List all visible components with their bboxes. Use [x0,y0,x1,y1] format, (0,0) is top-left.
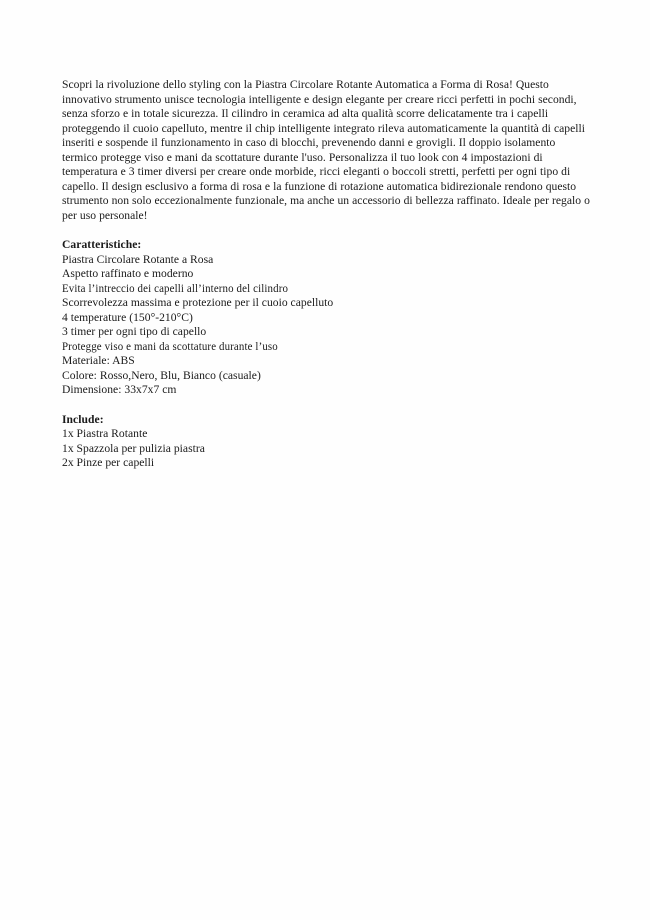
feature-line: Scorrevolezza massima e protezione per il cuoio capelluto [62,296,334,310]
feature-line: 3 timer per ogni tipo di capello [62,325,207,339]
document-text-block [62,78,590,471]
include-list [62,427,590,471]
features-heading: Caratteristiche: [62,238,142,252]
feature-line: Evita l’intreccio dei capelli all’interno del cilindro [62,281,289,295]
feature-line: Colore: Rosso,Nero, Blu, Bianco (casuale) [62,368,261,382]
section-spacer [62,398,590,413]
feature-line: 4 temperature (150°-210°C) [62,310,193,324]
feature-line: Materiale: ABS [62,354,135,368]
features-list [62,253,590,398]
feature-line: Protegge viso e mani da scottature durante l’uso [62,339,278,353]
paragraph-spacer [62,223,590,238]
include-line: 1x Piastra Rotante [62,427,148,441]
feature-line: Piastra Circolare Rotante a Rosa [62,252,214,266]
include-line: 1x Spazzola per pulizia piastra [62,441,205,455]
feature-line: Aspetto raffinato e moderno [62,267,194,281]
intro-paragraph: Scopri la rivoluzione dello styling con la Piastra Circolare Rotante Automatica a Forma di Rosa! Questo innovativo strumento unisce tecnologia intelligente e design elegante per creare ricci perfetti in pochi secondi, senza sforzo e in totale sicurezza. Il cilindro in ceramica ad alta qualità scorre delicatamente tra i capelli proteggendo il cuoio capelluto, mentre il chip intelligente integrato rileva automaticamente la quantità di capelli inseriti e sospende il funzionamento in caso di blocchi, prevenendo danni e grovigli. Il doppio isolamento termico protegge viso e mani da scottature durante l'uso. Personalizza il tuo look con 4 impostazioni di temperatura e 3 timer diversi per creare onde morbide, ricci eleganti o boccoli stretti, perfetti per ogni tipo di capello. Il design esclusivo a forma di rosa e la funzione di rotazione automatica bidirezionale rendono questo strumento non solo eccezionalmente funzionale, ma anche un accessorio di bellezza raffinato. Ideale per regalo o per uso personale! [62,78,590,222]
include-line: 2x Pinze per capelli [62,456,155,470]
feature-line: Dimensione: 33x7x7 cm [62,383,177,397]
include-heading: Include: [62,412,104,426]
